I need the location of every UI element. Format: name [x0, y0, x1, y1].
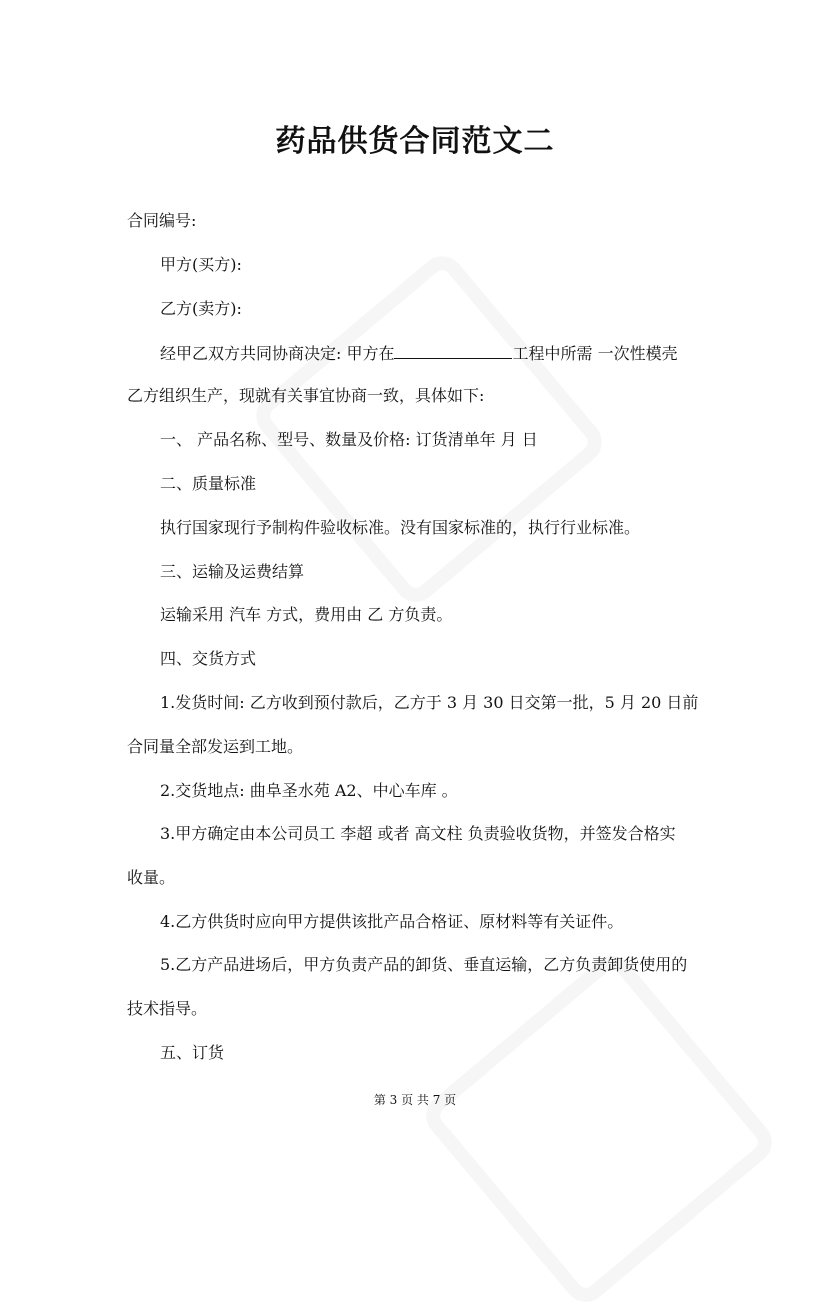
contract-number-label: 合同编号: [127, 211, 197, 230]
item-5-line1: 5.乙方产品进场后，甲方负责产品的卸货、垂直运输，乙方负责卸货使用的 [160, 955, 688, 974]
intro-suffix: 工程中所需 一次性模壳 [512, 344, 678, 363]
section-1-heading: 一、 产品名称、型号、数量及价格: 订货清单年 月 日 [160, 430, 538, 449]
item-3-line1: 3.甲方确定由本公司员工 李超 或者 高文柱 负责验收货物，并签发合格实 [160, 824, 676, 843]
party-a-label: 甲方(买方): [160, 255, 242, 274]
section-2-heading: 二、质量标准 [160, 474, 257, 493]
party-b-label: 乙方(卖方): [160, 299, 242, 318]
item-2: 2.交货地点: 曲阜圣水苑 A2、中心车库 。 [160, 781, 458, 800]
document-title: 药品供货合同范文二 [275, 124, 555, 159]
item-5-line2: 技术指导。 [127, 999, 208, 1018]
blank-underline [394, 343, 512, 359]
page-footer: 第 3 页 共 7 页 [373, 1093, 457, 1107]
intro-paragraph-line2: 乙方组织生产，现就有关事宜协商一致，具体如下: [127, 386, 485, 405]
section-5-heading: 五、订货 [160, 1043, 225, 1062]
section-4-heading: 四、交货方式 [160, 649, 257, 668]
item-3-line2: 收量。 [127, 868, 176, 887]
item-1-line2: 合同量全部发运到工地。 [127, 737, 304, 756]
intro-prefix: 经甲乙双方共同协商决定: 甲方在 [160, 344, 395, 363]
section-2-body: 执行国家现行予制构件验收标准。没有国家标准的，执行行业标准。 [160, 518, 641, 537]
section-3-body: 运输采用 汽车 方式，费用由 乙 方负责。 [160, 605, 453, 624]
intro-paragraph [160, 343, 760, 364]
item-1-line1: 1.发货时间: 乙方收到预付款后，乙方于 3 月 30 日交第一批，5 月 20 日前 [160, 693, 699, 712]
section-3-heading: 三、运输及运费结算 [160, 562, 305, 581]
item-4: 4.乙方供货时应向甲方提供该批产品合格证、原材料等有关证件。 [160, 912, 624, 931]
